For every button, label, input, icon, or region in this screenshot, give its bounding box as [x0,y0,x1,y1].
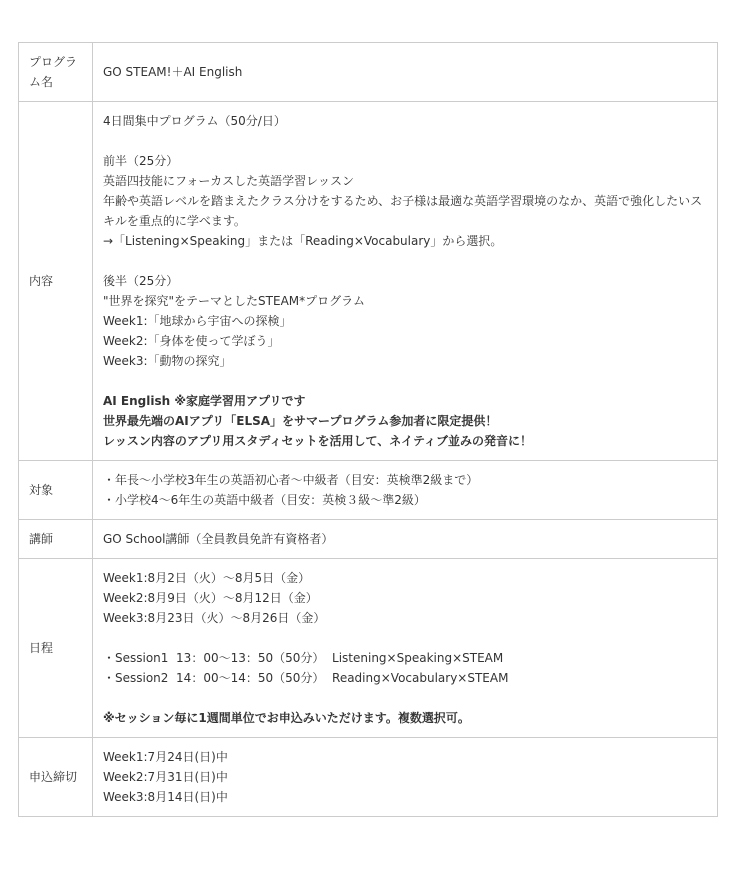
content-line: Week1:「地球から宇宙への探検」 [103,314,292,328]
table-row-schedule [19,559,718,738]
content-line: Week2:「身体を使って学ぼう」 [103,334,280,348]
deadline-line: Week1:7月24日(日)中 [103,750,228,764]
deadline-line: Week2:7月31日(日)中 [103,770,228,784]
schedule-note: ※セッション毎に1週間単位でお申込みいただけます。複数選択可。 [103,711,470,725]
target-line: ・年長～小学校3年生の英語初心者～中級者（目安：英検準2級まで） [103,473,479,487]
program-info-table [18,42,718,817]
schedule-line: ・Session2 14：00～14：50（50分） Reading×Vocabulary×STEAM [103,671,509,685]
value-target [93,461,718,520]
label-schedule: 日程 [19,559,93,738]
value-instructor [93,520,718,559]
value-deadline [93,738,718,817]
content-line: 年齢や英語レベルを踏まえたクラス分けをするため、お子様は最適な英語学習環境のなか、英語で強化したいスキルを重点的に学べます。 [103,194,703,228]
content-line: 英語四技能にフォーカスした英語学習レッスン [103,174,355,188]
table-row-program-name [19,43,718,102]
table-row-content [19,102,718,461]
schedule-line: Week2:8月9日（火）～8月12日（金） [103,591,318,605]
schedule-line: Week3:8月23日（火）～8月26日（金） [103,611,326,625]
schedule-line: ・Session1 13：00～13：50（50分） Listening×Speaking×STEAM [103,651,504,665]
table-row-instructor [19,520,718,559]
label-deadline: 申込締切 [19,738,93,817]
table-row-deadline [19,738,718,817]
content-line: Week3:「動物の探究」 [103,354,232,368]
value-schedule [93,559,718,738]
spacer [103,371,707,391]
schedule-line: Week1:8月2日（火）～8月5日（金） [103,571,311,585]
spacer [103,628,707,648]
content-line-bold: レッスン内容のアプリ用スタディセットを活用して、ネイティブ並みの発音に！ [103,434,533,448]
content-line: "世界を探究"をテーマとしたSTEAM*プログラム [103,294,366,308]
label-instructor: 講師 [19,520,93,559]
value-content [93,102,718,461]
content-line: 4日間集中プログラム（50分/日） [103,114,286,128]
target-line: ・小学校4～6年生の英語中級者（目安：英検３級～準2級） [103,493,426,507]
content-line: 前半（25分） [103,154,179,168]
label-content: 内容 [19,102,93,461]
content-line: 後半（25分） [103,274,179,288]
instructor-text: GO School講師（全員教員免許有資格者） [103,532,334,546]
table-row-target [19,461,718,520]
deadline-line: Week3:8月14日(日)中 [103,790,228,804]
label-target: 対象 [19,461,93,520]
value-program-name [93,43,718,102]
spacer [103,688,707,708]
content-line: →「Listening×Speaking」または「Reading×Vocabulary」から選択。 [103,234,503,248]
spacer [103,131,707,151]
spacer [103,251,707,271]
content-line-bold: 世界最先端のAIアプリ「ELSA」をサマープログラム参加者に限定提供！ [103,414,498,428]
content-line-bold: AI English ※家庭学習用アプリです [103,394,306,408]
program-name-text: GO STEAM!＋AI English [103,65,243,79]
label-program-name: プログラム名 [19,43,93,102]
